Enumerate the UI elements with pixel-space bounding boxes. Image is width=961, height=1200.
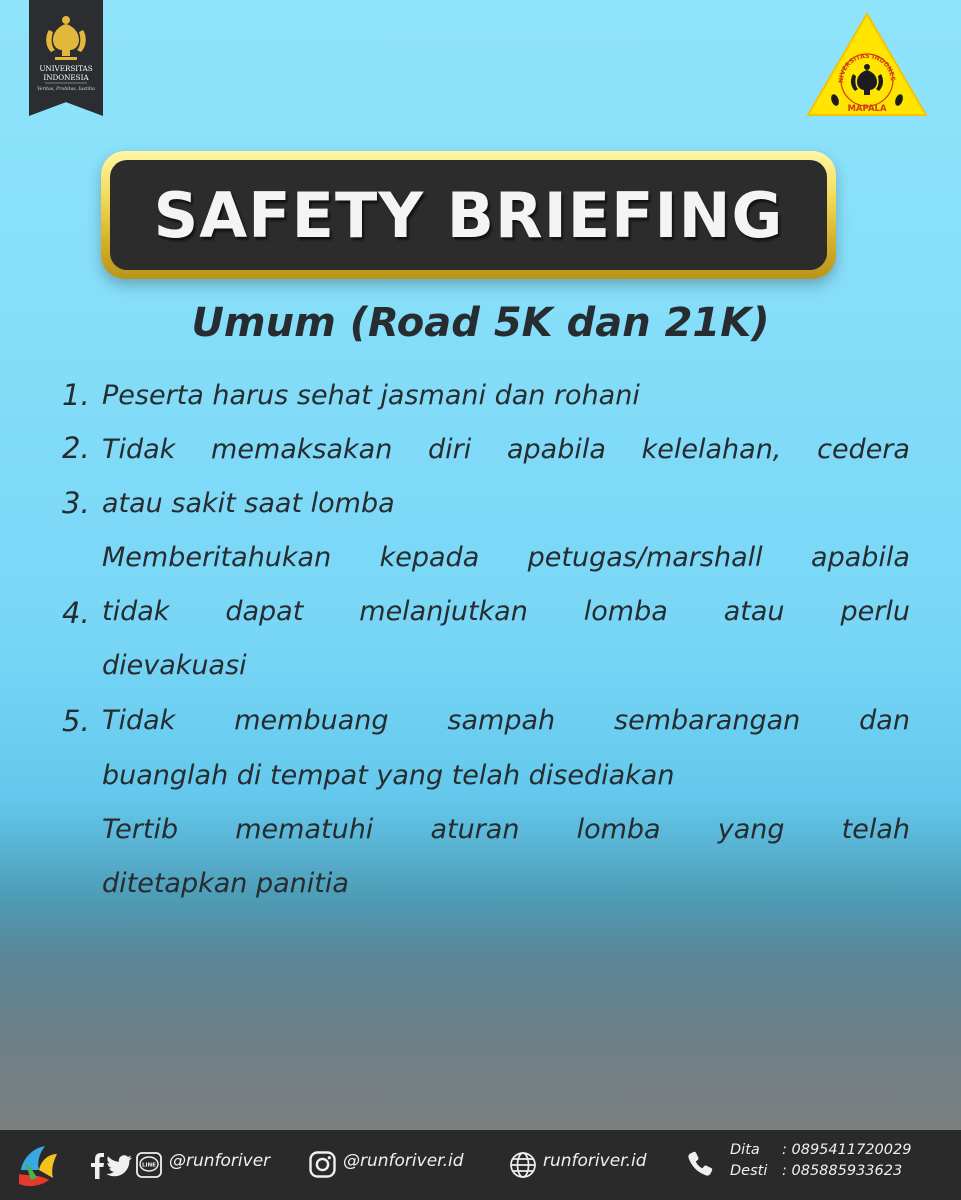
list-item-line: buanglah di tempat yang telah disediakan [102,760,675,791]
word: sampah [447,705,556,736]
instagram-icon[interactable] [309,1151,336,1178]
word: tidak [102,596,170,627]
social-handle[interactable]: @runforiver [169,1151,271,1171]
website-link[interactable]: runforiver.id [543,1151,647,1171]
word: kelelahan, [641,434,782,465]
word: yang [717,814,785,845]
contact-row [730,1161,911,1182]
footer-bar [0,1130,961,1200]
university-name-line2: INDONESIA [43,73,89,82]
list-item-line [102,596,910,627]
mapala-name: MAPALA [847,104,887,114]
twitter-icon[interactable] [106,1155,132,1177]
word: mematuhi [235,814,374,845]
word: Tidak [102,705,176,736]
word: lomba [576,814,661,845]
list-item-line: Peserta harus sehat jasmani dan rohani [102,380,640,411]
list-number: 4. [62,596,90,630]
instagram-handle[interactable]: @runforiver.id [343,1151,464,1171]
list-item-line [102,542,910,573]
makara-emblem-icon [29,0,103,116]
word: apabila [811,542,910,573]
page-title: SAFETY BRIEFING [153,178,784,252]
word: Tidak [102,434,176,465]
title-plaque [101,151,836,279]
word: cedera [817,434,910,465]
word: Tertib [102,814,179,845]
phone-icon [686,1150,714,1178]
list-item-line [102,814,910,845]
word: membuang [234,705,389,736]
word: atau [723,596,785,627]
word: memaksakan [211,434,393,465]
list-item-line [102,434,910,465]
line-icon-label: LINE [142,1162,156,1169]
contact-phone[interactable]: : 085885933623 [782,1163,903,1179]
mapala-ring-text: NIVERSITAS INDONES [837,52,897,84]
list-item-line: dievakuasi [102,650,247,681]
word: dan [859,705,910,736]
contact-name: Dita [730,1142,760,1158]
university-motto: Veritas, Probitas, Iustitia [37,87,95,92]
globe-icon [509,1151,537,1179]
word: aturan [430,814,520,845]
word: lomba [583,596,668,627]
runforiver-logo-icon [15,1140,59,1190]
title-plaque-inner [110,160,827,270]
page-subtitle: Umum (Road 5K dan 21K) [191,300,770,346]
list-number: 2. [62,431,90,465]
list-number: 3. [62,486,90,520]
word: sembarangan [614,705,801,736]
contact-row [730,1140,911,1161]
word: melanjutkan [359,596,528,627]
contact-list [730,1140,911,1182]
word: dapat [225,596,304,627]
word: diri [428,434,472,465]
list-item-line: ditetapkan panitia [102,868,349,899]
word: Memberitahukan [102,542,332,573]
word: apabila [507,434,606,465]
list-item-line [102,705,910,736]
universitas-indonesia-logo [29,0,103,116]
contact-phone[interactable]: : 0895411720029 [782,1142,912,1158]
university-name-line1: UNIVERSITAS [39,64,93,73]
contact-name: Desti [730,1163,768,1179]
list-number: 1. [62,378,90,412]
list-item-line: atau sakit saat lomba [102,488,395,519]
line-icon[interactable] [136,1152,162,1178]
word: perlu [840,596,910,627]
word: telah [841,814,910,845]
word: petugas/marshall [527,542,763,573]
mapala-ui-logo [806,12,928,117]
list-number: 5. [62,704,90,738]
word: kepada [379,542,480,573]
